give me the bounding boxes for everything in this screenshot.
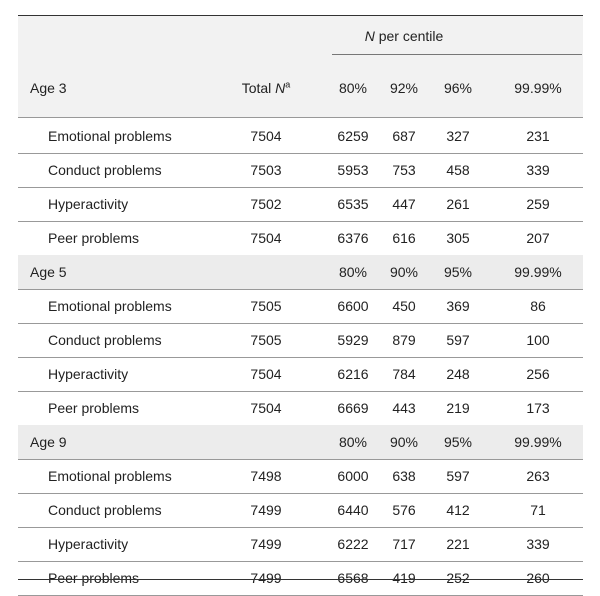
row-value-4: 71 [530, 502, 546, 518]
age-label: Age 9 [30, 434, 67, 450]
header-total-n [236, 71, 296, 105]
row-total: 7503 [250, 162, 282, 178]
age-percentile-4: 99.99% [514, 434, 562, 450]
table-row [18, 119, 583, 153]
row-value-2: 638 [392, 468, 416, 484]
row-total: 7505 [250, 298, 282, 314]
total-n-footnote: a [285, 79, 291, 90]
header-pct-2: 92% [389, 80, 419, 96]
age-percentile-1: 80% [338, 264, 368, 280]
row-label: Peer problems [48, 230, 140, 246]
table-row [18, 561, 583, 595]
header-rule [18, 117, 583, 118]
row-value-4: 260 [526, 570, 550, 586]
row-total: 7499 [250, 570, 282, 586]
row-value-1: 5929 [337, 332, 369, 348]
row-value-1: 6440 [337, 502, 369, 518]
table-row [18, 527, 583, 561]
row-total: 7499 [250, 536, 282, 552]
row-label: Emotional problems [48, 468, 172, 484]
row-total: 7504 [250, 400, 282, 416]
age-percentile-4: 99.99% [514, 264, 562, 280]
table-row [18, 187, 583, 221]
total-n-italic: N [275, 80, 286, 96]
age-percentile-1: 80% [338, 434, 368, 450]
age-section-row [18, 425, 583, 459]
age-percentile-2: 90% [389, 264, 419, 280]
row-label: Conduct problems [48, 502, 162, 518]
row-value-4: 100 [526, 332, 550, 348]
row-value-3: 327 [446, 128, 470, 144]
column-group-label [304, 28, 504, 44]
header-pct-3: 96% [443, 80, 473, 96]
row-value-1: 6600 [337, 298, 369, 314]
row-value-4: 339 [526, 536, 550, 552]
row-label: Hyperactivity [48, 366, 129, 382]
header-age-label: Age 3 [30, 80, 67, 96]
row-value-2: 447 [392, 196, 416, 212]
age-percentile-3: 95% [443, 264, 473, 280]
row-value-2: 450 [392, 298, 416, 314]
table-row [18, 391, 583, 425]
table-row [18, 221, 583, 255]
row-label: Emotional problems [48, 298, 172, 314]
row-value-3: 252 [446, 570, 470, 586]
row-value-4: 231 [526, 128, 550, 144]
row-value-1: 6568 [337, 570, 369, 586]
table-bottom-rule [18, 579, 583, 580]
row-value-3: 261 [446, 196, 470, 212]
row-value-2: 717 [392, 536, 416, 552]
row-value-2: 784 [392, 366, 416, 382]
group-label-n: N [364, 28, 375, 44]
column-group-rule [332, 54, 582, 55]
row-label: Conduct problems [48, 332, 162, 348]
row-total: 7502 [250, 196, 282, 212]
age-percentile-2: 90% [389, 434, 419, 450]
group-label-text: per centile [374, 28, 444, 44]
header-pct-4: 99.99% [514, 80, 562, 96]
row-value-2: 753 [392, 162, 416, 178]
row-value-3: 221 [446, 536, 470, 552]
row-value-4: 173 [526, 400, 550, 416]
row-value-2: 616 [392, 230, 416, 246]
row-value-2: 576 [392, 502, 416, 518]
row-value-4: 86 [530, 298, 546, 314]
age-label: Age 5 [30, 264, 67, 280]
row-total: 7505 [250, 332, 282, 348]
row-value-3: 305 [446, 230, 470, 246]
row-value-4: 207 [526, 230, 550, 246]
table-row [18, 153, 583, 187]
row-label: Peer problems [48, 400, 140, 416]
table-row [18, 493, 583, 527]
table-row [18, 289, 583, 323]
row-value-2: 879 [392, 332, 416, 348]
row-value-4: 259 [526, 196, 550, 212]
row-total: 7499 [250, 502, 282, 518]
row-value-1: 6000 [337, 468, 369, 484]
table-row [18, 323, 583, 357]
row-label: Conduct problems [48, 162, 162, 178]
total-prefix: Total [241, 80, 276, 96]
row-value-1: 6669 [337, 400, 369, 416]
row-value-1: 6535 [337, 196, 369, 212]
row-value-3: 369 [446, 298, 470, 314]
row-value-1: 6376 [337, 230, 369, 246]
row-value-2: 419 [392, 570, 416, 586]
table-top-rule [18, 15, 583, 16]
row-value-2: 443 [392, 400, 416, 416]
row-value-3: 412 [446, 502, 470, 518]
row-value-3: 458 [446, 162, 470, 178]
row-value-3: 597 [446, 332, 470, 348]
row-value-1: 6222 [337, 536, 369, 552]
header-row [18, 71, 583, 105]
row-value-3: 219 [446, 400, 470, 416]
header-pct-1: 80% [338, 80, 368, 96]
age-percentile-3: 95% [443, 434, 473, 450]
row-value-3: 597 [446, 468, 470, 484]
table-row [18, 357, 583, 391]
data-table [18, 15, 583, 586]
row-value-4: 339 [526, 162, 550, 178]
row-value-3: 248 [446, 366, 470, 382]
row-value-4: 256 [526, 366, 550, 382]
row-label: Hyperactivity [48, 536, 129, 552]
row-label: Emotional problems [48, 128, 172, 144]
row-value-1: 5953 [337, 162, 369, 178]
row-label: Peer problems [48, 570, 140, 586]
row-total: 7504 [250, 128, 282, 144]
row-value-2: 687 [392, 128, 416, 144]
row-value-4: 263 [526, 468, 550, 484]
row-total: 7504 [250, 366, 282, 382]
table-row [18, 459, 583, 493]
row-label: Hyperactivity [48, 196, 129, 212]
age-section-row [18, 255, 583, 289]
row-total: 7498 [250, 468, 282, 484]
row-value-1: 6216 [337, 366, 369, 382]
row-total: 7504 [250, 230, 282, 246]
row-value-1: 6259 [337, 128, 369, 144]
